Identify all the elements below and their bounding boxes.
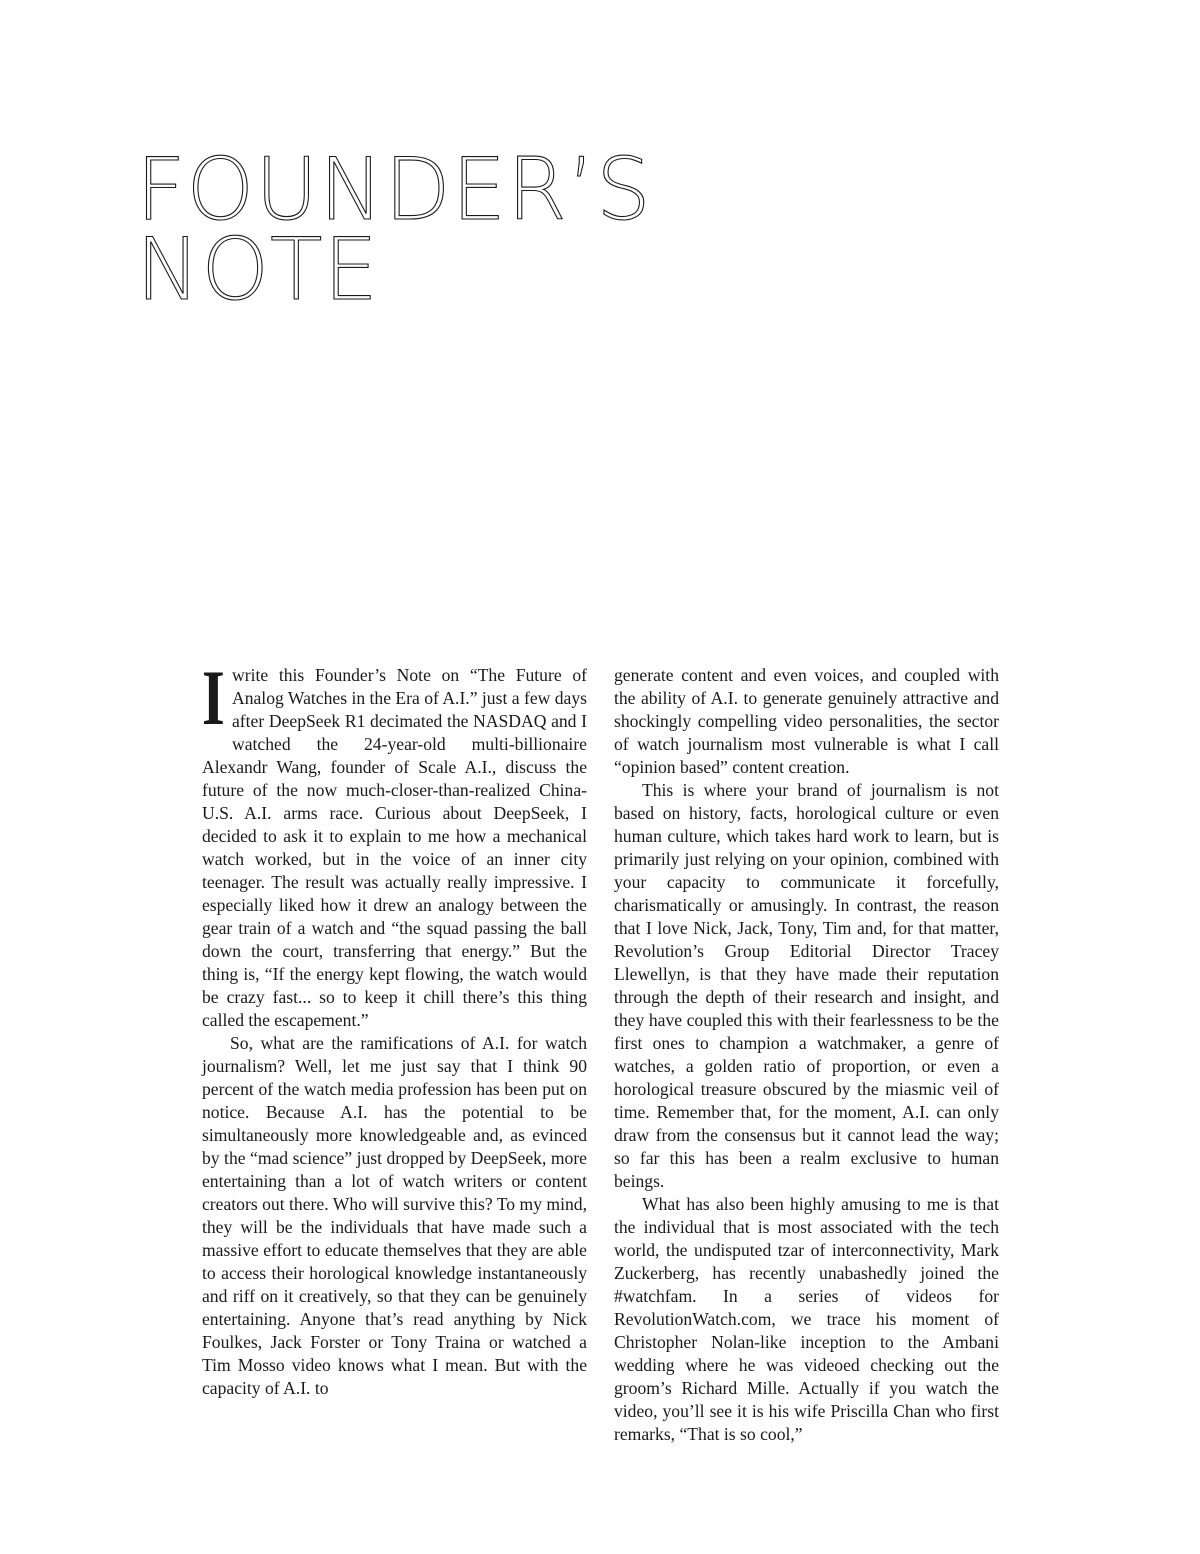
title-line-2: NOTE bbox=[136, 220, 379, 320]
title-line-1: FOUNDER’S bbox=[136, 140, 652, 240]
page-title bbox=[136, 140, 652, 320]
article-column-right bbox=[614, 664, 999, 1446]
article-paragraph: This is where your brand of journalism is not based on history, facts, horological culture or even human culture, which takes hard work to learn, but is primarily just relying on your opinion, combined with your capacity to communicate it forcefully, charismatically or amusingly. In contrast, the reason that I love Nick, Jack, Tony, Tim and, for that matter, Revolution’s Group Editorial Director Tracey Llewellyn, is that they have made their reputation through the depth of their research and insight, and they have coupled this with their fearlessness to be the first ones to champion a watchmaker, a genre of watches, a golden ratio of proportion, or even a horological treasure obscured by the miasmic veil of time. Remember that, for the moment, A.I. can only draw from the consensus but it cannot lead the way; so far this has been a realm exclusive to human beings. bbox=[614, 780, 999, 1191]
article-paragraph: What has also been highly amusing to me is that the individual that is most associated with the tech world, the undisputed tzar of interconnectivity, Mark Zuckerberg, has recently unabashedly joined the #watchfam. In a series of videos for RevolutionWatch.com, we trace his moment of Christopher Nolan-like inception to the Ambani wedding where he was videoed checking out the groom’s Richard Mille. Actually if you watch the video, you’ll see it is his wife Priscilla Chan who first remarks, “That is so cool,” bbox=[614, 1194, 999, 1444]
drop-cap: I bbox=[202, 654, 225, 741]
paragraph-text: write this Founder’s Note on “The Future of Analog Watches in the Era of A.I.” just a few days after DeepSeek R1 decimated the NASDAQ and I watched the 24-year-old multi-billionaire Alexandr Wang, founder of Scale A.I., discuss the future of the now much-closer-than-realized China-U.S. A.I. arms race. Curious about DeepSeek, I decided to ask it to explain to me how a mechanical watch worked, but in the voice of an inner city teenager. The result was actually really impressive. I especially liked how it drew an analogy between the gear train of a watch and “the squad passing the ball down the court, transferring that energy.” But the thing is, “If the energy kept flowing, the watch would be crazy fast... so to keep it chill there’s this thing called the escapement.” bbox=[202, 665, 587, 1030]
article-paragraph: So, what are the ramifications of A.I. for watch journalism? Well, let me just say that I think 90 percent of the watch media profession has been put on notice. Because A.I. has the potential to be simultaneously more knowledgeable and, as evinced by the “mad science” just dropped by DeepSeek, more entertaining than a lot of watch writers or content creators out there. Who will survive this? To my mind, they will be the individuals that have made such a massive effort to educate themselves that they are able to access their horological knowledge instantaneously and riff on it creatively, so that they can be genuinely entertaining. Anyone that’s read anything by Nick Foulkes, Jack Forster or Tony Traina or watched a Tim Mosso video knows what I mean. But with the capacity of A.I. to bbox=[202, 1033, 587, 1398]
article-paragraph: generate content and even voices, and coupled with the ability of A.I. to generate genuinely attractive and shockingly compelling video personalities, the sector of watch journalism most vulnerable is what I call “opinion based” content creation. bbox=[614, 665, 999, 777]
article-column-left bbox=[202, 654, 587, 1400]
article-paragraph bbox=[202, 654, 587, 1032]
